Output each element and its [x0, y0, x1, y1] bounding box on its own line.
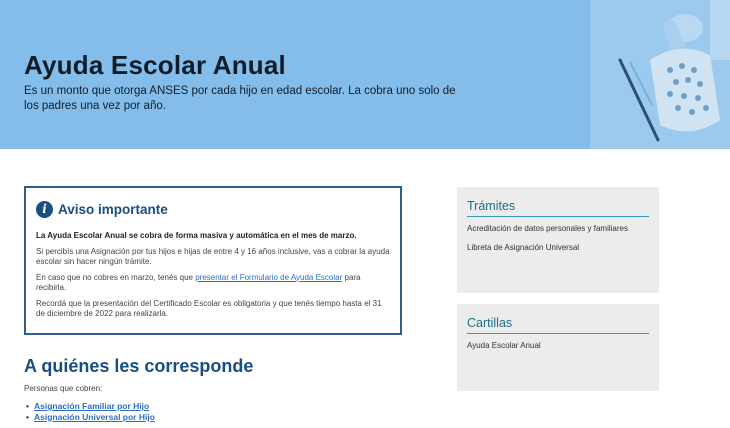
school-supplies-illustration [590, 0, 730, 149]
cartillas-title: Cartillas [467, 316, 649, 334]
tramites-item[interactable]: Libreta de Asignación Universal [467, 243, 580, 252]
page-subtitle: Es un monto que otorga ANSES por cada hijo en edad escolar. La cobra uno solo de los padres una vez por año. [24, 85, 456, 112]
notice-title: Aviso importante [58, 201, 168, 217]
hero-banner [0, 0, 730, 149]
eligibility-list [26, 401, 155, 422]
list-item [26, 412, 155, 423]
notice-paragraph-1: La Ayuda Escolar Anual se cobra de forma masiva y automática en el mes de marzo. [36, 231, 357, 240]
notice-header [36, 198, 390, 220]
asignacion-universal-link[interactable]: Asignación Universal por Hijo [33, 411, 155, 422]
form-link[interactable]: presentar el Formulario de Ayuda Escolar [195, 272, 343, 282]
notice-p3-before: En caso que no cobres en marzo, tenés que [36, 272, 196, 282]
cartillas-item[interactable]: Ayuda Escolar Anual [467, 341, 541, 350]
notice-paragraph-3 [36, 273, 390, 294]
tramites-card [457, 187, 659, 293]
tramites-title: Trámites [467, 199, 649, 217]
section-title: A quiénes les corresponde [24, 356, 254, 376]
notice-paragraph-4: Recordá que la presentación del Certificado Escolar es obligatoria y que tenés tiempo hasta el 31 de diciembre de 2022 para realizarla. [36, 298, 382, 318]
info-icon: i [36, 201, 53, 218]
notice-p3-after: para recibirla. [36, 272, 361, 292]
page-title: Ayuda Escolar Anual [24, 50, 286, 80]
list-item [26, 401, 155, 412]
cartillas-card [457, 304, 659, 391]
important-notice-box [24, 186, 402, 335]
asignacion-familiar-link[interactable]: Asignación Familiar por Hijo [33, 401, 150, 411]
notice-paragraph-2: Si percibís una Asignación por tus hijos e hijas de entre 4 y 16 años inclusive, vas a cobrar la ayuda escolar sin hacer ningún trámite. [36, 246, 390, 266]
tramites-item[interactable]: Acreditación de datos personales y familiares [467, 224, 628, 233]
section-intro: Personas que cobren: [24, 384, 103, 393]
